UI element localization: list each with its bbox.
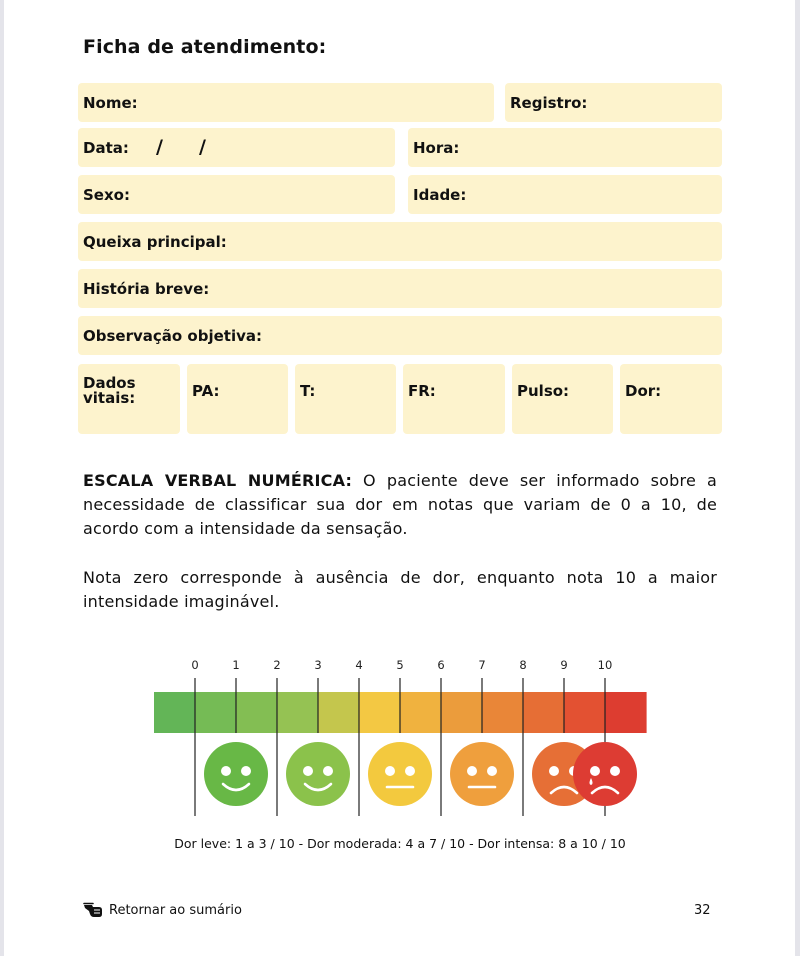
scale-segment (236, 692, 278, 733)
field-fr[interactable] (403, 364, 505, 434)
scale-segment (441, 692, 483, 733)
face-eye (487, 766, 497, 776)
field-pa[interactable] (187, 364, 288, 434)
face-eye (549, 766, 559, 776)
field-registro[interactable] (505, 83, 722, 122)
face-neutral-icon (368, 742, 432, 806)
field-queixa-principal[interactable] (78, 222, 722, 261)
face-eye (221, 766, 231, 776)
face-happy-icon (286, 742, 350, 806)
field-nome[interactable] (78, 83, 494, 122)
scale-segment (482, 692, 524, 733)
scale-number: 8 (519, 658, 527, 672)
field-label-sexo: Sexo: (83, 185, 130, 204)
return-link-label: Retornar ao sumário (109, 902, 242, 918)
scale-number: 6 (437, 658, 445, 672)
field-observacao-objetiva[interactable] (78, 316, 722, 355)
pointing-hand-icon (83, 902, 105, 918)
scale-segment (154, 692, 196, 733)
face-eye (385, 766, 395, 776)
pain-legend: Dor leve: 1 a 3 / 10 - Dor moderada: 4 a 7 / 10 - Dor intensa: 8 a 10 / 10 (174, 836, 626, 851)
scale-segment (400, 692, 442, 733)
page (4, 0, 795, 956)
scale-segment (277, 692, 319, 733)
face-eye (590, 766, 600, 776)
face-eye (405, 766, 415, 776)
scale-number: 4 (355, 658, 363, 672)
scale-segment (564, 692, 606, 733)
field-label-idade: Idade: (413, 185, 467, 204)
dados-vitais-label: vitais: (83, 389, 136, 407)
field-dor[interactable] (620, 364, 722, 434)
scale-number: 5 (396, 658, 404, 672)
page-title: Ficha de atendimento: (83, 36, 327, 58)
field-label-pa: PA: (192, 382, 220, 400)
field-label-hora: Hora: (413, 138, 460, 157)
field-label-pulso: Pulso: (517, 382, 570, 400)
field-t[interactable] (295, 364, 396, 434)
scale-number: 10 (597, 658, 613, 672)
face-eye (241, 766, 251, 776)
scale-segment (318, 692, 360, 733)
scale-description (83, 469, 717, 541)
field-label-dor: Dor: (625, 382, 662, 400)
face-eye (303, 766, 313, 776)
face-happy-icon (204, 742, 268, 806)
dados-vitais-label: Dados (83, 374, 136, 392)
field-label-t: T: (300, 382, 316, 400)
field-label-data: Data: (83, 138, 129, 157)
field-historia-breve[interactable] (78, 269, 722, 308)
scale-number: 1 (232, 658, 240, 672)
scale-number: 9 (560, 658, 568, 672)
dados-vitais-label-box (78, 364, 180, 434)
field-sexo[interactable] (78, 175, 395, 214)
pain-scale (4, 650, 796, 825)
scale-segment (359, 692, 401, 733)
date-separator: / (199, 136, 206, 158)
face-crying-icon (573, 742, 637, 806)
field-label-nome: Nome: (83, 93, 138, 112)
field-data[interactable] (78, 128, 395, 167)
scale-segment (195, 692, 237, 733)
scale-number: 2 (273, 658, 281, 672)
scale-segment (605, 692, 647, 733)
scale-heading: ESCALA VERBAL NUMÉRICA: (83, 471, 353, 490)
field-pulso[interactable] (512, 364, 613, 434)
field-label-queixa: Queixa principal: (83, 232, 227, 251)
field-label-historia: História breve: (83, 279, 210, 298)
return-to-summary-link[interactable] (83, 902, 242, 918)
field-label-fr: FR: (408, 382, 436, 400)
scale-number: 0 (191, 658, 199, 672)
scale-number: 3 (314, 658, 322, 672)
scale-number: 7 (478, 658, 486, 672)
page-number: 32 (694, 903, 711, 918)
scale-text: O paciente deve ser informado sobre a necessidade de classificar sua dor em notas que variam de 0 a 10, de acordo com a intensidade da sensação. (83, 471, 718, 538)
date-separator: / (156, 136, 163, 158)
field-hora[interactable] (408, 128, 722, 167)
field-label-observacao: Observação objetiva: (83, 326, 262, 345)
field-idade[interactable] (408, 175, 722, 214)
scale-segment (523, 692, 565, 733)
scale-note: Nota zero corresponde à ausência de dor, enquanto nota 10 a maior intensidade imaginável. (83, 568, 717, 611)
face-neutral-icon (450, 742, 514, 806)
field-label-registro: Registro: (510, 93, 588, 112)
face-eye (610, 766, 620, 776)
face-eye (323, 766, 333, 776)
face-eye (467, 766, 477, 776)
